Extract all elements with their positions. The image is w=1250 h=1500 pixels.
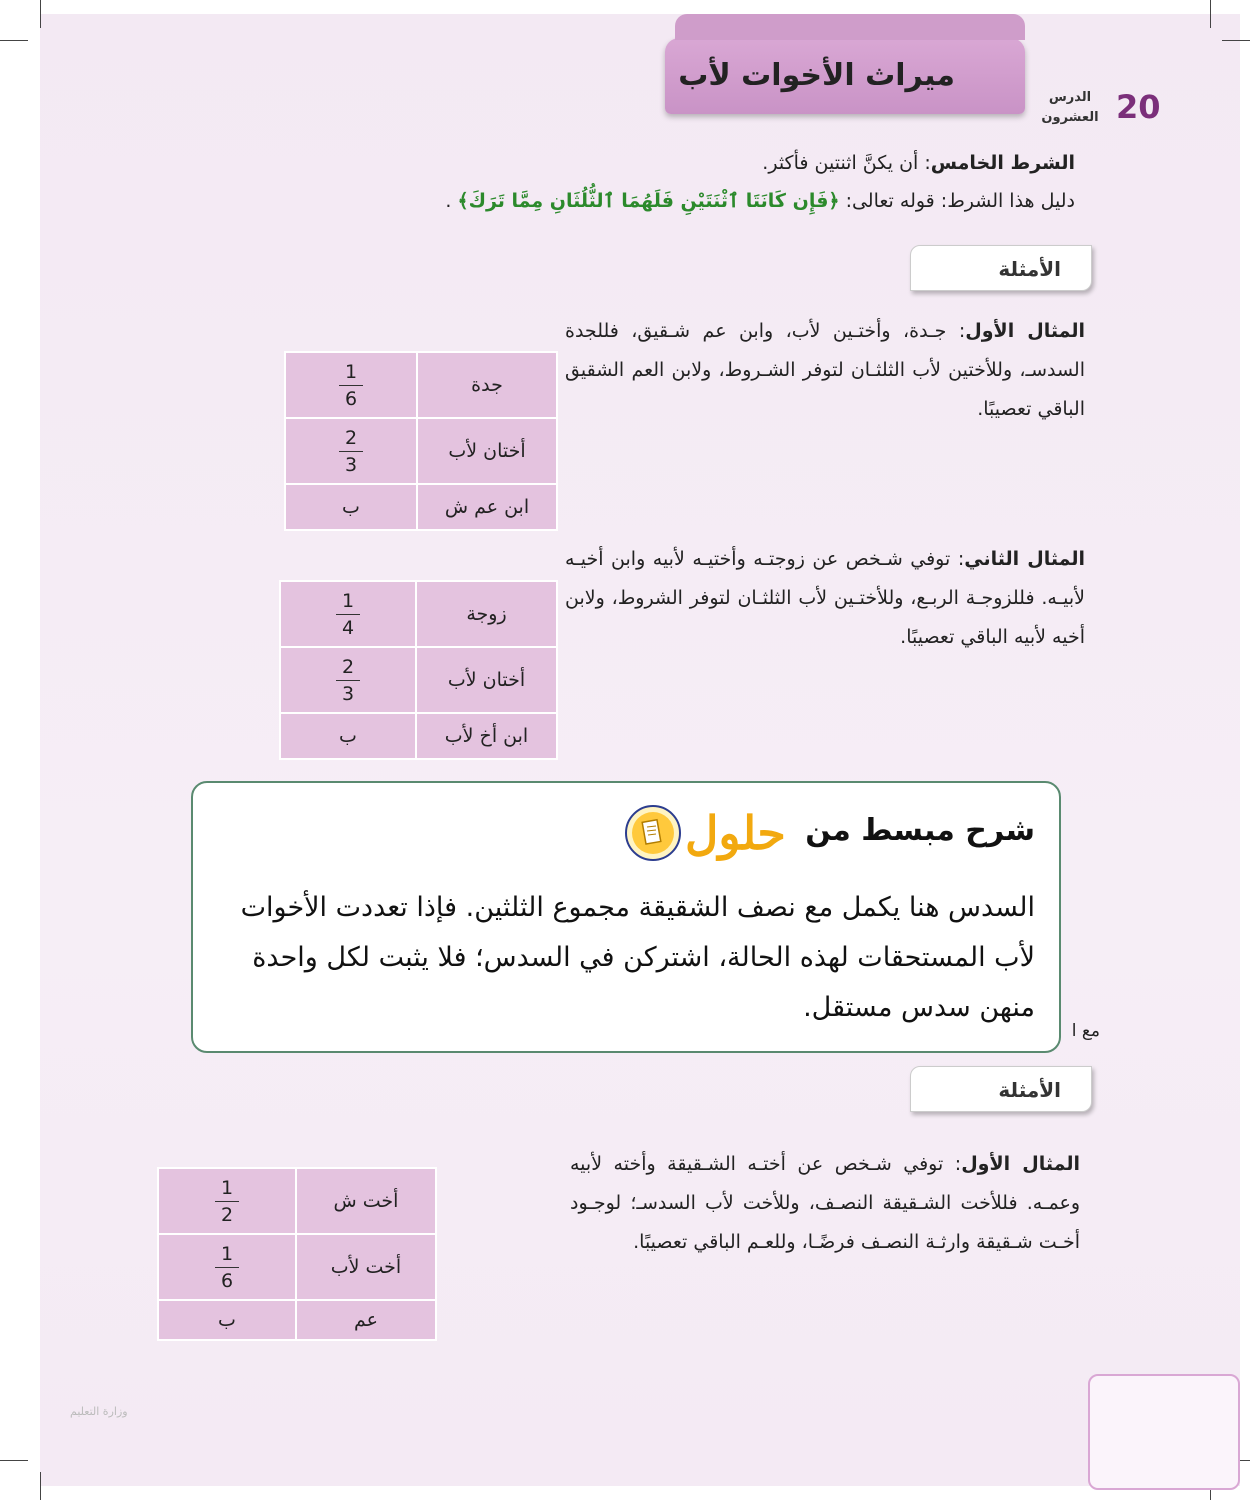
crop-mark bbox=[0, 1460, 28, 1461]
example3-label: المثال الأول bbox=[961, 1153, 1080, 1175]
heir-cell: أخت لأب bbox=[297, 1235, 435, 1299]
example3-text bbox=[570, 1145, 1080, 1262]
evidence-text: دليل هذا الشرط: قوله تعالى: bbox=[839, 190, 1075, 212]
callout-body: السدس هنا يكمل مع نصف الشقيقة مجموع الثلثين. فإذا تعددت الأخوات لأب المستحقات لهذه الحالة، اشتركن في السدس؛ فلا يثبت لكل واحدة منهن سدس مستقل. bbox=[240, 892, 1035, 1023]
heir-cell: أختان لأب bbox=[418, 419, 556, 483]
heir-cell: أختان لأب bbox=[417, 648, 556, 712]
lesson-label-1: الدرس bbox=[1048, 90, 1092, 105]
share-cell: $\frac{2}{3}$ bbox=[281, 648, 415, 712]
table-row bbox=[281, 648, 556, 712]
heir-cell: أخت ش bbox=[297, 1169, 435, 1233]
share-cell: $\frac{1}{6}$ bbox=[159, 1235, 295, 1299]
example1-label: المثال الأول bbox=[965, 320, 1085, 342]
ministry-watermark: وزارة التعليم bbox=[70, 1405, 128, 1418]
example1-body: : جـدة، وأختـين لأب، وابن عم شـقيق، فللجدة السدسـ، وللأختين لأب الثلثـان لتوفر الشـروط، ولابن العم الشقيق الباقي تعصيبًا. bbox=[565, 320, 1085, 420]
partial-text: مع ا bbox=[1071, 1021, 1100, 1041]
page-corner-box bbox=[1088, 1374, 1240, 1490]
example1-text bbox=[565, 312, 1085, 429]
example1-table bbox=[284, 351, 558, 531]
heir-cell: زوجة bbox=[417, 582, 556, 646]
share-cell: ب bbox=[286, 485, 416, 529]
heir-cell: جدة bbox=[418, 353, 556, 417]
heir-cell: ابن عم ش bbox=[418, 485, 556, 529]
example2-label: المثال الثاني bbox=[964, 548, 1085, 570]
example3-table bbox=[157, 1167, 437, 1341]
table-row bbox=[281, 582, 556, 646]
example2-text bbox=[565, 540, 1085, 657]
title-ribbon bbox=[675, 14, 1025, 40]
examples-label-2: الأمثلة bbox=[910, 1066, 1092, 1112]
title-tab bbox=[665, 38, 1025, 114]
table-row bbox=[159, 1301, 435, 1339]
share-cell: $\frac{1}{6}$ bbox=[286, 353, 416, 417]
condition-text: : أن يكنَّ اثنتين فأكثر. bbox=[762, 152, 931, 174]
lesson-label-2: العشرون bbox=[1041, 110, 1099, 125]
table-row bbox=[281, 714, 556, 758]
share-cell: $\frac{1}{2}$ bbox=[159, 1169, 295, 1233]
table-row bbox=[286, 419, 556, 483]
share-cell: ب bbox=[281, 714, 415, 758]
crop-mark bbox=[1222, 40, 1250, 41]
share-cell: $\frac{1}{4}$ bbox=[281, 582, 415, 646]
explanation-callout bbox=[191, 781, 1061, 1053]
example2-table bbox=[279, 580, 558, 760]
share-cell: ب bbox=[159, 1301, 295, 1339]
table-row bbox=[286, 485, 556, 529]
table-row bbox=[286, 353, 556, 417]
crop-mark bbox=[40, 1472, 41, 1500]
heir-cell: ابن أخ لأب bbox=[417, 714, 556, 758]
condition-label: الشرط الخامس bbox=[930, 152, 1075, 174]
lesson-number: 20 bbox=[1116, 88, 1161, 126]
evidence-end: . bbox=[445, 190, 458, 212]
lesson-label bbox=[1040, 84, 1100, 132]
examples-label: الأمثلة bbox=[910, 245, 1092, 291]
evidence-line bbox=[275, 182, 1075, 221]
callout-heading: شرح مبسط من bbox=[805, 813, 1035, 848]
condition-line bbox=[375, 144, 1075, 183]
page-title: ميراث الأخوات لأب bbox=[678, 58, 955, 93]
crop-mark bbox=[40, 0, 41, 28]
hulul-logo bbox=[623, 801, 803, 865]
share-cell: $\frac{2}{3}$ bbox=[286, 419, 416, 483]
crop-mark bbox=[1210, 0, 1211, 28]
table-row bbox=[159, 1169, 435, 1233]
example3-body: : توفي شـخص عن أختـه الشـقيقة وأخته لأبيه وعمـه. فللأخت الشـقيقة النصـف، وللأخت لأب السدسـ؛ لوجـود أخـت شـقيقة وارثـة النصـف فرضًـا، وللعـم الباقي تعصيبًا. bbox=[570, 1153, 1080, 1253]
brand-name: حلول bbox=[685, 806, 786, 860]
heir-cell: عم bbox=[297, 1301, 435, 1339]
crop-mark bbox=[0, 40, 28, 41]
quran-verse: ﴿فَإِن كَانَتَا ٱثْنَتَيْنِ فَلَهُمَا ٱلثُّلُثَانِ مِمَّا تَرَكَ﴾ bbox=[457, 190, 840, 212]
example2-body: : توفي شـخص عن زوجتـه وأختيـه لأبيه وابن أخيـه لأبيـه. فللزوجـة الربـع، وللأختـين لأب الثلثـان لتوفر الشروط، ولابن أخيه لأبيه الباقي تعصيبًا. bbox=[565, 548, 1085, 648]
table-row bbox=[159, 1235, 435, 1299]
